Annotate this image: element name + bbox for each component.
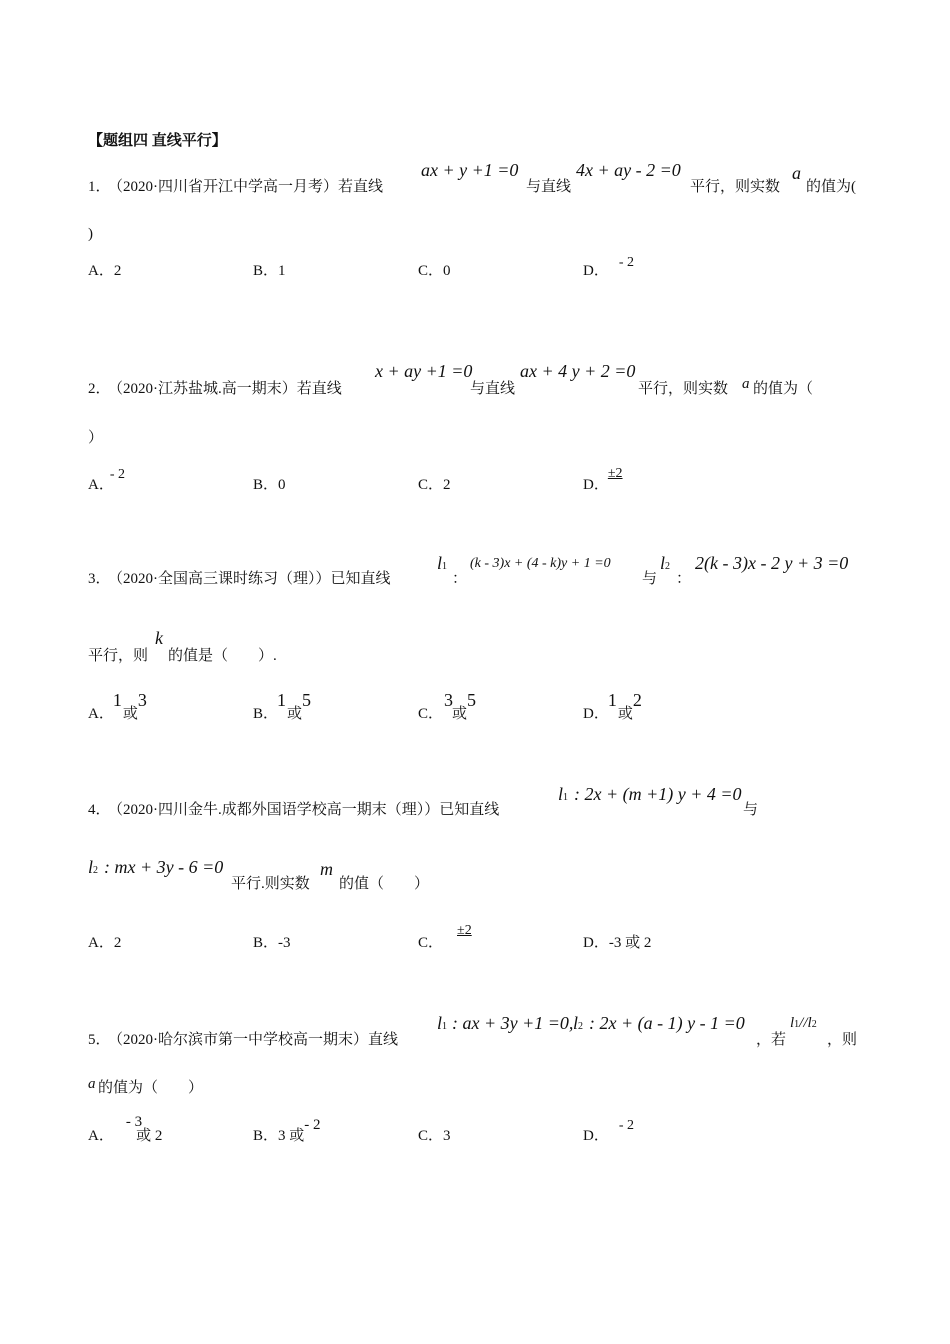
question-text: 与 <box>743 802 759 818</box>
question-text: 平行，则实数 <box>690 179 781 195</box>
variable: k <box>155 628 163 648</box>
question-number: 1． <box>88 179 111 195</box>
option-d[interactable]: D．1或2 <box>583 690 642 722</box>
question-source: （2020·江苏盐城.高一期末）若直线 <box>108 381 342 397</box>
option-d[interactable]: D．±2 <box>583 466 623 493</box>
option-d[interactable]: D．- 2 <box>583 1118 635 1144</box>
question-text: ) <box>88 226 93 242</box>
option-b[interactable]: B．-3 <box>253 935 291 951</box>
section-title: 【题组四 直线平行】 <box>88 133 227 149</box>
line-l1-label: l1 <box>558 784 569 804</box>
equation-2: : mx + 3y - 6 =0 <box>104 857 224 877</box>
equation-2: ax + 4 y + 2 =0 <box>520 361 636 381</box>
question-text: 的值为（ ） <box>98 1080 204 1096</box>
option-b[interactable]: B．0 <box>253 477 286 493</box>
question-source: （2020·全国高三课时练习（理））已知直线 <box>108 571 391 587</box>
equation-2: 2(k - 3)x - 2 y + 3 =0 <box>695 553 849 573</box>
option-c[interactable]: C．2 <box>418 477 451 493</box>
line-l2-label: l2 <box>660 553 671 573</box>
equation-1: : ax + 3y +1 =0, <box>452 1013 574 1033</box>
equation-1: x + ay +1 =0 <box>375 361 473 381</box>
question-text: ，则 <box>827 1032 858 1048</box>
equation-1: (k - 3)x + (4 - k)y + 1 =0 <box>470 556 611 571</box>
question-number: 5． <box>88 1032 111 1048</box>
option-c[interactable]: C．±2 <box>418 923 472 951</box>
colon: ： <box>676 571 692 587</box>
question-source: （2020·四川省开江中学高一月考）若直线 <box>108 179 383 195</box>
question-text: ，若 <box>756 1032 787 1048</box>
question-text: 与 <box>642 571 658 587</box>
option-a[interactable]: A．2 <box>88 263 122 279</box>
question-source: （2020·四川金牛.成都外国语学校高一期末（理））已知直线 <box>108 802 500 818</box>
option-a[interactable]: A．2 <box>88 935 122 951</box>
question-text: 的值为( <box>806 179 856 195</box>
option-c[interactable]: C．3或5 <box>418 690 477 722</box>
question-text: ） <box>88 430 104 446</box>
question-text: 的值是（ ）. <box>168 648 277 664</box>
variable: a <box>88 1076 96 1092</box>
question-text: 与直线 <box>470 381 516 397</box>
option-b[interactable]: B．1或5 <box>253 690 312 722</box>
line-l2-label: l2 <box>88 857 99 877</box>
question-number: 2． <box>88 381 111 397</box>
question-text: 与直线 <box>526 179 572 195</box>
colon: ： <box>452 571 468 587</box>
question-text: 平行，则实数 <box>638 381 729 397</box>
option-c[interactable]: C．0 <box>418 263 451 279</box>
option-d[interactable]: D．-3 或 2 <box>583 935 652 951</box>
question-text: 的值（ ） <box>339 876 430 892</box>
question-text: 平行，则 <box>88 648 149 664</box>
equation-2: 4x + ay - 2 =0 <box>576 160 681 180</box>
variable: m <box>320 859 333 879</box>
question-text: 平行.则实数 <box>231 876 310 892</box>
question-source: （2020·哈尔滨市第一中学校高一期末）直线 <box>108 1032 398 1048</box>
equation-1: : 2x + (m +1) y + 4 =0 <box>574 784 742 804</box>
line-l2-label: l2 <box>573 1013 584 1033</box>
option-a[interactable]: A．1或3 <box>88 690 147 722</box>
option-b[interactable]: B．1 <box>253 263 286 279</box>
variable: a <box>792 163 801 183</box>
option-d[interactable]: D．- 2 <box>583 255 635 279</box>
line-l1-label: l1 <box>437 553 448 573</box>
equation-2: : 2x + (a - 1) y - 1 =0 <box>589 1013 745 1033</box>
question-number: 3． <box>88 571 111 587</box>
line-l1-label: l1 <box>437 1013 448 1033</box>
parallel-expression: l1//l2 <box>790 1015 817 1031</box>
option-c[interactable]: C．3 <box>418 1128 451 1144</box>
equation-1: ax + y +1 =0 <box>421 160 519 180</box>
option-a[interactable]: A．- 3或 2 <box>88 1114 163 1144</box>
option-b[interactable]: B．3 或- 2 <box>253 1117 321 1144</box>
variable: a <box>742 376 750 392</box>
option-a[interactable]: A．- 2 <box>88 467 126 493</box>
question-text: 的值为（ <box>753 381 814 397</box>
question-number: 4． <box>88 802 111 818</box>
